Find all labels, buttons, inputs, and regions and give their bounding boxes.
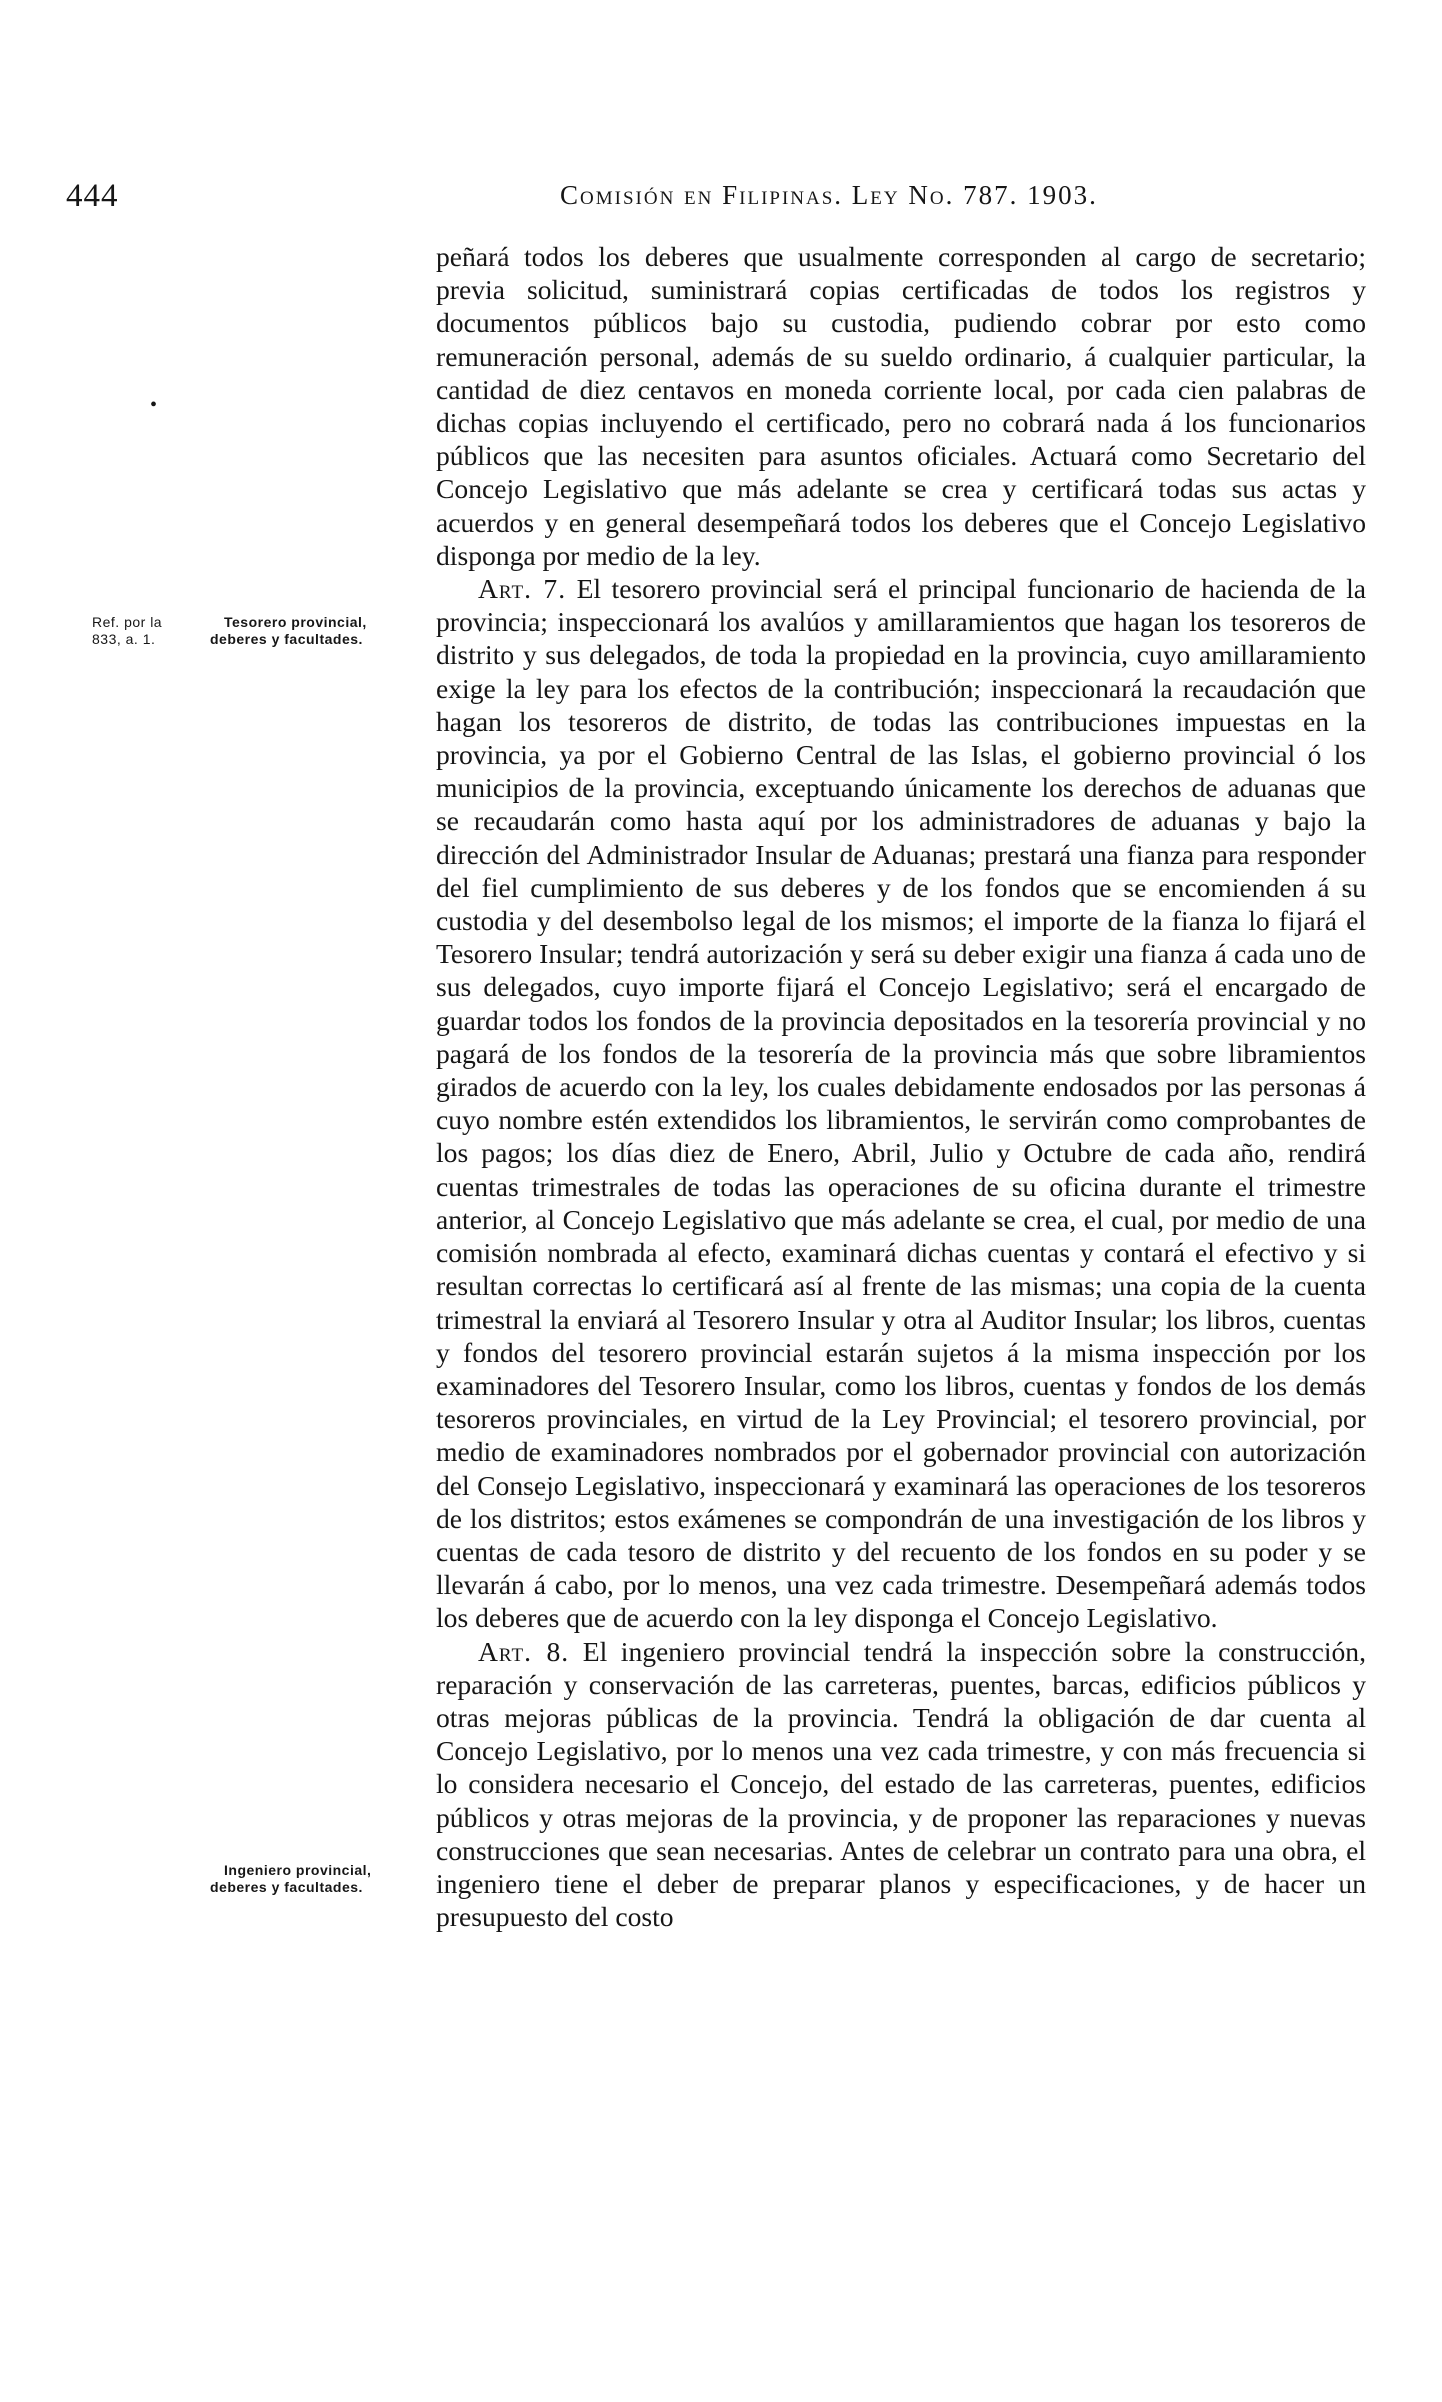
article-8-text: El ingeniero provincial tendrá la inspección sobre la construcción, reparación y conservación de las carreteras, puentes, barcas, edificios públicos y otras mejoras públicas de la provincia. Tendrá la obligación de dar cuenta al Concejo Legislativo, por lo menos una vez cada trimestre, y con más frecuencia si lo considera necesario el Concejo, del estado de las carreteras, puentes, edificios públicos y otras mejoras de la provincia, y de proponer las reparaciones y nuevas construcciones que sean necesarias. Antes de celebrar un contrato para una obra, el ingeniero tiene el deber de preparar planos y especificaciones, y de hacer un presupuesto del costo <box>436 1635 1366 1933</box>
page-number: 444 <box>66 178 119 214</box>
running-head: Comisión en Filipinas. Ley No. 787. 1903. <box>560 180 1098 210</box>
article-8-label: Art. 8. <box>478 1635 570 1667</box>
margin-note-ingeniero: Ingeniero provincial, deberes y facultades. <box>210 1862 372 1895</box>
margin-note-tesorero: Tesorero provincial, deberes y facultades. <box>210 614 367 647</box>
body-text <box>436 240 1366 1933</box>
article-7-text: El tesorero provincial será el principal funcionario de hacienda de la provincia; inspeccionará los avalúos y amillaramientos que hagan los tesoreros de distrito y sus delegados, de toda la propiedad en la provincia, cuyo amillaramiento exige la ley para los efectos de la contribución; inspeccionará la recaudación que hagan los tesoreros de distrito, de todas las contribuciones impuestas en la provincia, ya por el Gobierno Central de las Islas, el gobierno provincial ó los municipios de la provincia, exceptuando únicamente los derechos de aduanas que se recaudarán como hasta aquí por los administradores de aduanas y bajo la dirección del Administrador Insular de Aduanas; prestará una fianza para responder del fiel cumplimiento de sus deberes y de los fondos que se encomienden á su custodia y del desembolso legal de los mismos; el importe de la fianza lo fijará el Tesorero Insular; tendrá autorización y será su deber exigir una fianza á cada uno de sus delegados, cuyo importe fijará el Concejo Legislativo; será el encargado de guardar todos los fondos de la provincia depositados en la tesorería provincial y no pagará de los fondos de la tesorería de la provincia más que sobre libramientos girados de acuerdo con la ley, los cuales debidamente endosados por las personas á cuyo nombre estén extendidos los libramientos, le servirán como comprobantes de los pagos; los días diez de Enero, Abril, Julio y Octubre de cada año, rendirá cuentas trimestrales de todas las operaciones de su oficina durante el trimestre anterior, al Concejo Legislativo que más adelante se crea, el cual, por medio de una comisión nombrada al efecto, examinará dichas cuentas y contará el efectivo y si resultan correctas lo certificará así al frente de las mismas; una copia de la cuenta trimestral la enviará al Tesorero Insular y otra al Auditor Insular; los libros, cuentas y fondos del tesorero provincial estarán sujetos á la misma inspección por los examinadores del Tesorero Insular, como los libros, cuentas y fondos de los demás tesoreros provinciales, en virtud de la Ley Provincial; el tesorero provincial, por medio de examinadores nombrados por el gobernador provincial con autorización del Consejo Legislativo, inspeccionará y examinará las operaciones de los tesoreros de los distritos; estos exámenes se compondrán de una investigación de los libros y cuentas de cada tesoro de distrito y del recuento de los fondos en su poder y se llevarán á cabo, por lo menos, una vez cada trimestre. Desempeñará además todos los deberes que de acuerdo con la ley disponga el Concejo Legislativo. <box>436 573 1366 1634</box>
article-7 <box>436 572 1366 1635</box>
article-8 <box>436 1635 1366 1934</box>
margin-note-reference: Ref. por la 833, a. 1. <box>92 614 163 647</box>
stray-dot-mark: • <box>150 394 158 416</box>
article-7-label: Art. 7. <box>478 573 567 605</box>
paragraph-continuation: peñará todos los deberes que usualmente corresponden al cargo de secretario; previa solicitud, suministrará copias certificadas de todos los registros y documentos públicos bajo su custodia, pudiendo cobrar por esto como remuneración personal, además de su sueldo ordinario, á cualquier particular, la cantidad de diez centavos en moneda corriente local, por cada cien palabras de dichas copias incluyendo el certificado, pero no cobrará nada á los funcionarios públicos que las necesiten para asuntos oficiales. Actuará como Secretario del Concejo Legislativo que más adelante se crea y certificará todas sus actas y acuerdos y en general desempeñará todos los deberes que el Concejo Legislativo disponga por medio de la ley. <box>436 241 1366 571</box>
